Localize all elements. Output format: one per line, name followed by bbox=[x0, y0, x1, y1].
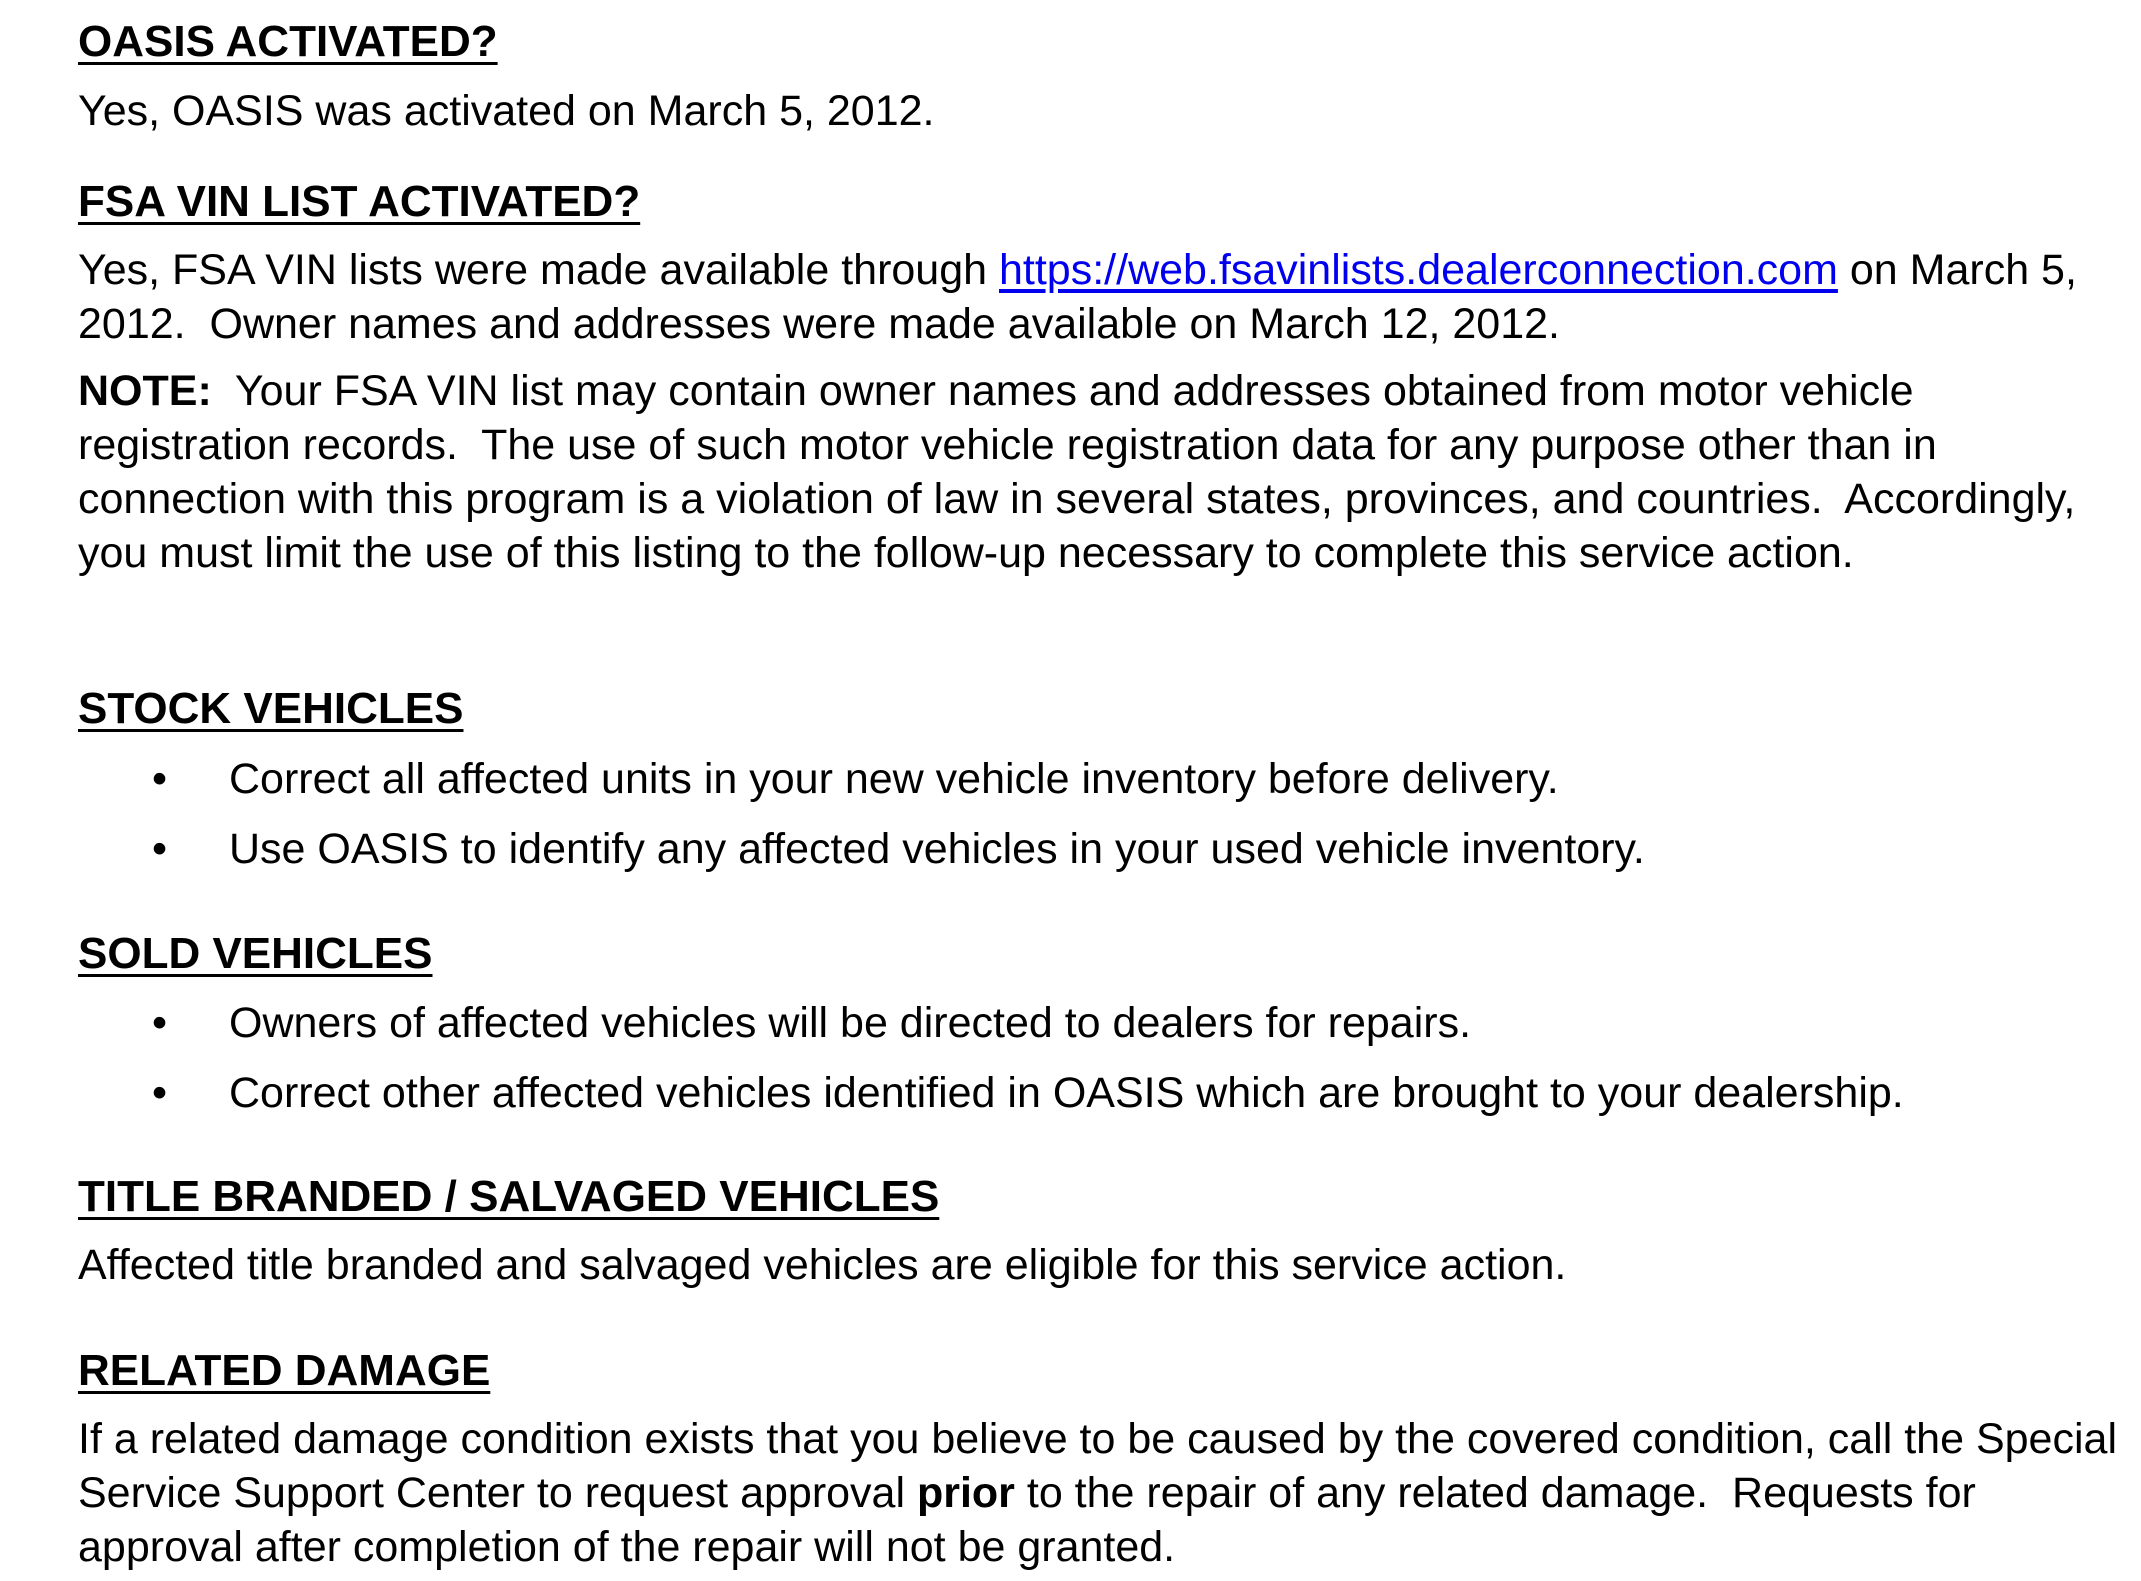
fsa-heading: FSA VIN LIST ACTIVATED? bbox=[78, 177, 641, 226]
sold-bullet-item bbox=[78, 996, 2138, 1050]
note-label: NOTE: bbox=[78, 367, 212, 415]
bullet-icon: • bbox=[152, 1069, 168, 1117]
sold-bullet-text: Correct other affected vehicles identified in OASIS which are brought to your dealership. bbox=[229, 1069, 1904, 1117]
stock-bullet-item bbox=[78, 752, 2138, 806]
fsa-body-pre: Yes, FSA VIN lists were made available through bbox=[78, 246, 999, 294]
fsa-body bbox=[78, 243, 2133, 351]
fsa-vin-list-link[interactable]: https://web.fsavinlists.dealerconnection.com bbox=[999, 246, 1838, 294]
stock-vehicles-heading: STOCK VEHICLES bbox=[78, 684, 464, 733]
oasis-body: Yes, OASIS was activated on March 5, 2012. bbox=[78, 87, 935, 135]
oasis-heading: OASIS ACTIVATED? bbox=[78, 17, 498, 66]
stock-bullet-item bbox=[78, 822, 2138, 876]
sold-bullet-text: Owners of affected vehicles will be directed to dealers for repairs. bbox=[229, 999, 1472, 1047]
bullet-icon: • bbox=[152, 999, 168, 1047]
fsa-body-post: on March 5, 2012. Owner names and addresses were made available on March 12, 2012. bbox=[78, 246, 2089, 348]
prior-emphasis: prior bbox=[916, 1469, 1015, 1517]
related-damage-body bbox=[78, 1412, 2133, 1574]
bullet-icon: • bbox=[152, 755, 168, 803]
note-text: Your FSA VIN list may contain owner names and addresses obtained from motor vehicle registration records. The use of such motor vehicle registration data for any purpose other than in connection with this program is a violation of law in several states, provinces, and countries. Accordingly, you must limit the use of this listing to the follow-up necessary to complete this service action. bbox=[78, 367, 2088, 577]
stock-bullet-text: Use OASIS to identify any affected vehicles in your used vehicle inventory. bbox=[229, 825, 1645, 873]
sold-vehicles-heading: SOLD VEHICLES bbox=[78, 929, 433, 978]
title-branded-body: Affected title branded and salvaged vehicles are eligible for this service action. bbox=[78, 1241, 1567, 1289]
related-damage-pre: If a related damage condition exists that you believe to be caused by the covered condition, call the Special Service Support Center to request approval bbox=[78, 1415, 2129, 1517]
related-damage-post: to the repair of any related damage. Requests for approval after completion of the repair will not be granted. bbox=[78, 1469, 1988, 1571]
title-branded-heading: TITLE BRANDED / SALVAGED VEHICLES bbox=[78, 1172, 940, 1221]
bullet-icon: • bbox=[152, 825, 168, 873]
related-damage-heading: RELATED DAMAGE bbox=[78, 1346, 491, 1395]
stock-bullet-text: Correct all affected units in your new vehicle inventory before delivery. bbox=[229, 755, 1559, 803]
sold-bullet-item bbox=[78, 1066, 2138, 1120]
fsa-note bbox=[78, 364, 2133, 580]
